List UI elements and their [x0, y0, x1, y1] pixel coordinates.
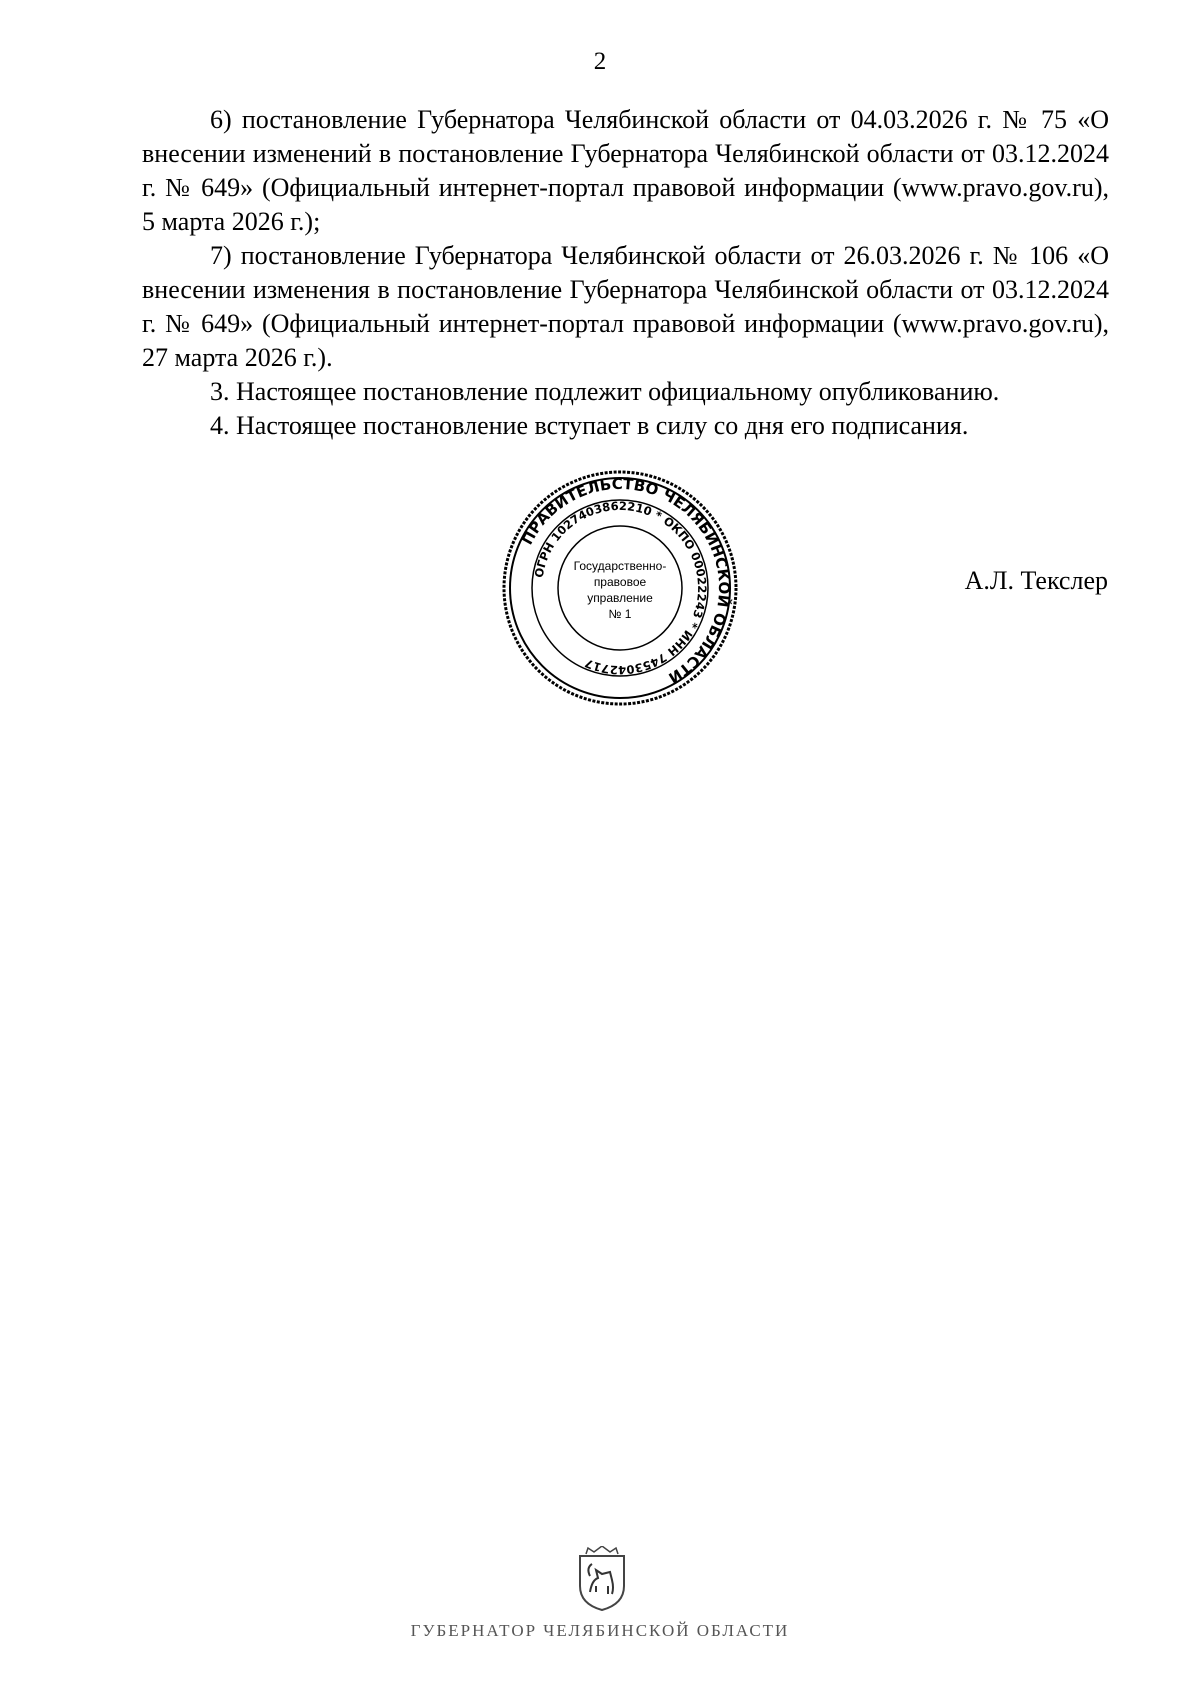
paragraph-point-3: 3. Настоящее постановление подлежит официальному опубликованию. — [210, 377, 1000, 406]
stamp-center-line-3: управление — [587, 591, 653, 605]
paragraph-point-4: 4. Настоящее постановление вступает в силу со дня его подписания. — [210, 411, 969, 440]
stamp-center-line-4: № 1 — [608, 607, 632, 621]
stamp-center-line-2: правовое — [593, 575, 647, 589]
paragraph-item-7: 7) постановление Губернатора Челябинской области от 26.03.2026 г. № 106 «О внесении изменения в постановление Губернатора Челябинской области от 03.12.2024 г. № 649» (Официальный интернет-портал правовой информации (www.pravo.gov.ru), 27 марта 2026 г.). — [142, 241, 1109, 372]
document-body — [142, 103, 1109, 443]
stamp-middle-text: ОГРН 1027403862210 * ОКПО 00022243 * ИНН 7453042717 — [531, 498, 710, 678]
chelyabinsk-coat-of-arms-icon — [574, 1546, 630, 1612]
footer-organization: ГУБЕРНАТОР ЧЕЛЯБИНСКОЙ ОБЛАСТИ — [410, 1621, 790, 1640]
page-number: 2 — [593, 48, 607, 75]
signatory-name: А.Л. Текслер — [964, 566, 1108, 595]
official-stamp — [500, 468, 740, 708]
stamp-center-line-1: Государственно- — [573, 559, 667, 573]
stamp-outer-text: ПРАВИТЕЛЬСТВО ЧЕЛЯБИНСКОЙ ОБЛАСТИ — [517, 474, 734, 688]
paragraph-item-6: 6) постановление Губернатора Челябинской области от 04.03.2026 г. № 75 «О внесении изменений в постановление Губернатора Челябинской области от 03.12.2024 г. № 649» (Официальный интернет-портал правовой информации (www.pravo.gov.ru), 5 марта 2026 г.); — [142, 105, 1109, 236]
